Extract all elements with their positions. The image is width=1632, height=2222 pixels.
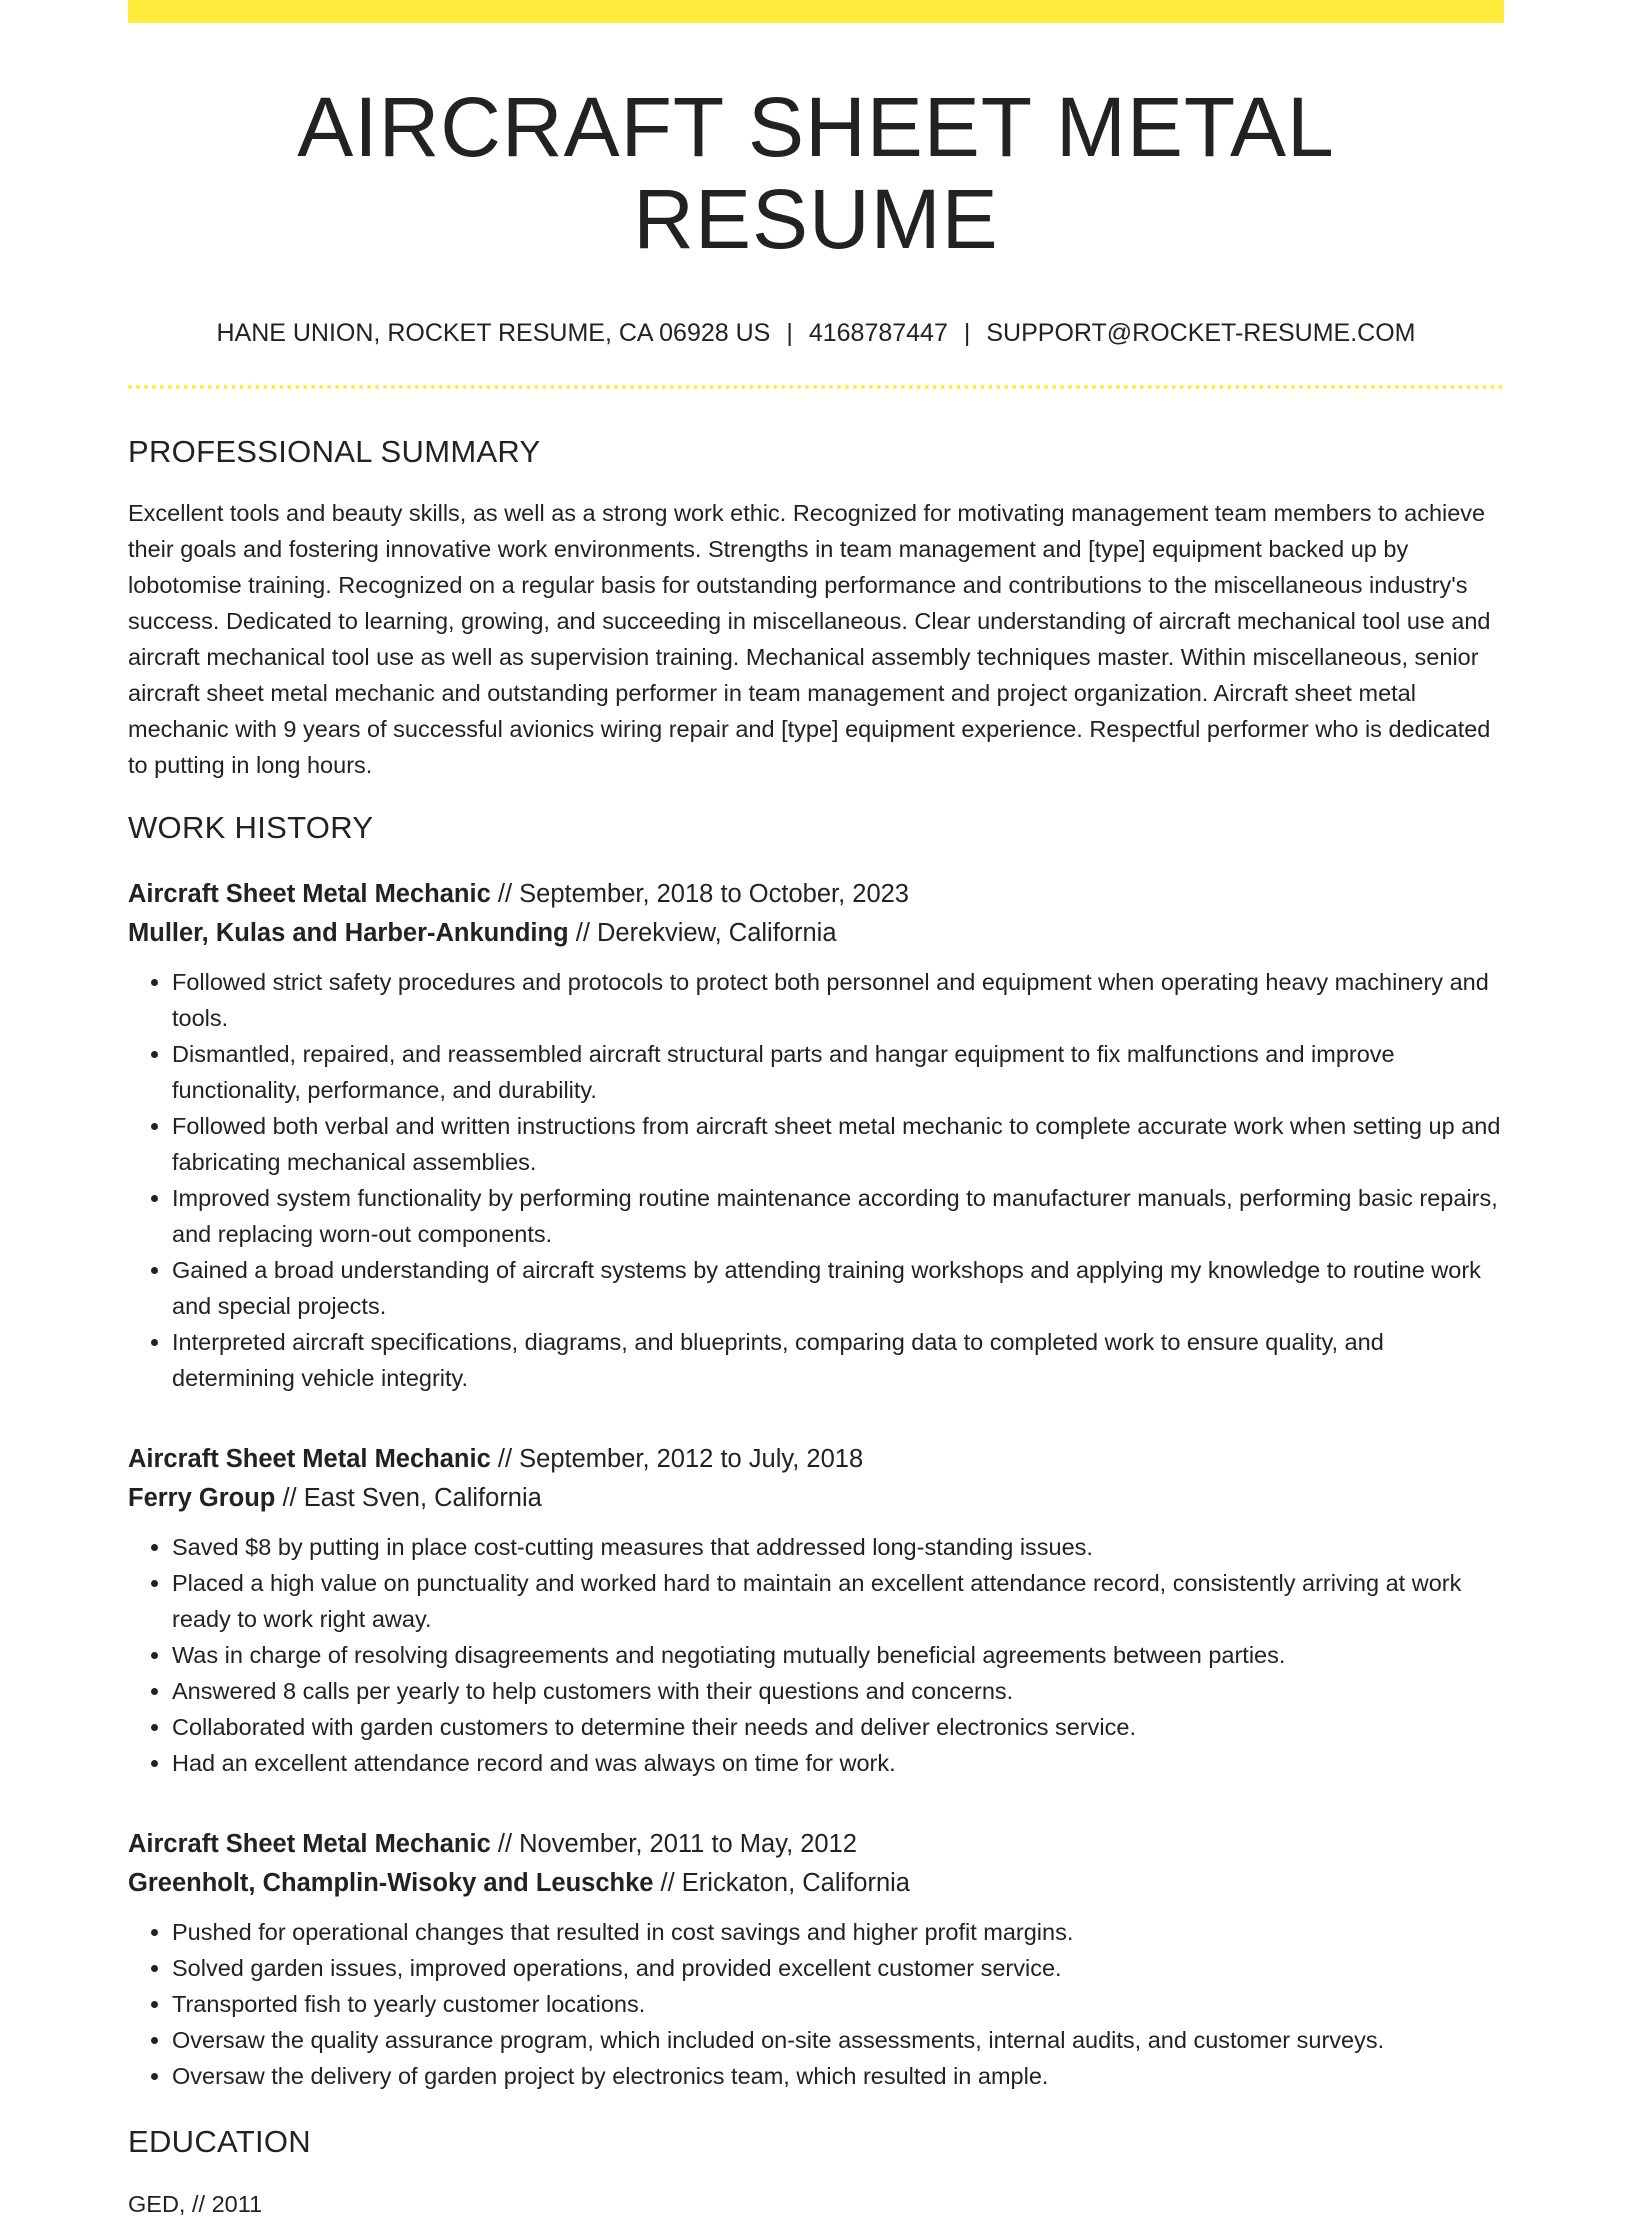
job-bullet: • Interpreted aircraft specifications, diagrams, and blueprints, comparing data to completed work to ensure quality, and determining vehicle integrity. [172, 1324, 1504, 1396]
summary-text: Excellent tools and beauty skills, as well as a strong work ethic. Recognized for motivating management team members to achieve their goals and fostering innovative work environments. Strengths in team management and [type] equipment backed up by lobotomise training. Recognized on a regular basis for outstanding performance and contributions to the miscellaneous industry's success. Dedicated to learning, growing, and succeeding in miscellaneous. Clear understanding of aircraft mechanical tool use and aircraft mechanical tool use as well as supervision training. Mechanical assembly techniques master. Within miscellaneous, senior aircraft sheet metal mechanic and outstanding performer in team management and project organization. Aircraft sheet metal mechanic with 9 years of successful avionics wiring repair and [type] equipment experience. Respectful performer who is dedicated to putting in long hours. [128, 499, 1491, 778]
job-bullet: • Dismantled, repaired, and reassembled aircraft structural parts and hangar equipment to fix malfunctions and improve functionality, performance, and durability. [172, 1036, 1504, 1108]
job-company: Greenholt, Champlin-Wisoky and Leuschke [128, 1869, 654, 1898]
job-title: Aircraft Sheet Metal Mechanic [128, 1445, 491, 1474]
job-bullet: • Pushed for operational changes that resulted in cost savings and higher profit margins. [172, 1914, 1504, 1950]
job-bullet: • Had an excellent attendance record and was always on time for work. [172, 1745, 1504, 1781]
contact-phone: 4168787447 [808, 318, 948, 347]
work-history-heading: WORK HISTORY [128, 809, 374, 845]
job-bullet: • Was in charge of resolving disagreements and negotiating mutually beneficial agreements between parties. [172, 1637, 1504, 1673]
job-bullet: • Followed strict safety procedures and protocols to protect both personnel and equipment when operating heavy machinery and tools. [172, 964, 1504, 1036]
job-bullet: • Gained a broad understanding of aircraft systems by attending training workshops and applying my knowledge to routine work and special projects. [172, 1252, 1504, 1324]
job-bullet: • Placed a high value on punctuality and worked hard to maintain an excellent attendance record, consistently arriving at work ready to work right away. [172, 1565, 1504, 1637]
summary-heading: PROFESSIONAL SUMMARY [128, 433, 541, 469]
job-title-line [128, 1440, 1504, 1479]
job-bullet: • Answered 8 calls per yearly to help customers with their questions and concerns. [172, 1673, 1504, 1709]
job-company: Muller, Kulas and Harber-Ankunding [128, 919, 569, 948]
job-dates: // September, 2012 to July, 2018 [497, 1445, 864, 1474]
job-bullet: • Collaborated with garden customers to determine their needs and deliver electronics service. [172, 1709, 1504, 1745]
education-heading: EDUCATION [128, 2124, 311, 2160]
job-dates: // September, 2018 to October, 2023 [497, 880, 909, 909]
resume-title: AIRCRAFT SHEET METAL RESUME [297, 80, 1335, 267]
job-bullet: • Oversaw the quality assurance program, which included on-site assessments, internal audits, and customer surveys. [172, 2022, 1504, 2058]
job-title: Aircraft Sheet Metal Mechanic [128, 880, 491, 909]
top-accent-bar [128, 0, 1504, 23]
job-entry [128, 875, 1504, 1396]
job-bullet: • Followed both verbal and written instructions from aircraft sheet metal mechanic to complete accurate work when setting up and fabricating mechanical assemblies. [172, 1108, 1504, 1180]
job-bullet: • Transported fish to yearly customer locations. [172, 1986, 1504, 2022]
resume-page [128, 0, 1504, 2222]
contact-email: SUPPORT@ROCKET-RESUME.COM [986, 318, 1416, 347]
contact-separator: | [963, 318, 971, 347]
job-company: Ferry Group [128, 1484, 276, 1513]
dotted-divider [128, 385, 1504, 389]
contact-line [128, 318, 1504, 348]
job-bullets [128, 1529, 1504, 1781]
job-bullet: • Solved garden issues, improved operations, and provided excellent customer service. [172, 1950, 1504, 1986]
job-title-line [128, 875, 1504, 914]
job-location: // Derekview, California [575, 919, 837, 948]
job-bullets [128, 964, 1504, 1396]
job-bullets [128, 1914, 1504, 2094]
job-bullet: • Oversaw the delivery of garden project by electronics team, which resulted in ample. [172, 2058, 1504, 2094]
job-company-line [128, 1479, 1504, 1518]
contact-address: HANE UNION, ROCKET RESUME, CA 06928 US [216, 318, 771, 347]
job-location: // East Sven, California [282, 1484, 542, 1513]
job-location: // Erickaton, California [660, 1869, 910, 1898]
education-entry: GED, // 2011 [128, 2191, 263, 2218]
job-entry [128, 1825, 1504, 2094]
job-dates: // November, 2011 to May, 2012 [497, 1830, 857, 1859]
job-bullet: • Saved $8 by putting in place cost-cutting measures that addressed long-standing issues. [172, 1529, 1504, 1565]
job-company-line [128, 914, 1504, 953]
job-entry [128, 1440, 1504, 1781]
job-company-line [128, 1864, 1504, 1903]
job-bullet: • Improved system functionality by performing routine maintenance according to manufacturer manuals, performing basic repairs, and replacing worn-out components. [172, 1180, 1504, 1252]
contact-separator: | [786, 318, 793, 347]
job-title-line [128, 1825, 1504, 1864]
job-title: Aircraft Sheet Metal Mechanic [128, 1830, 491, 1859]
